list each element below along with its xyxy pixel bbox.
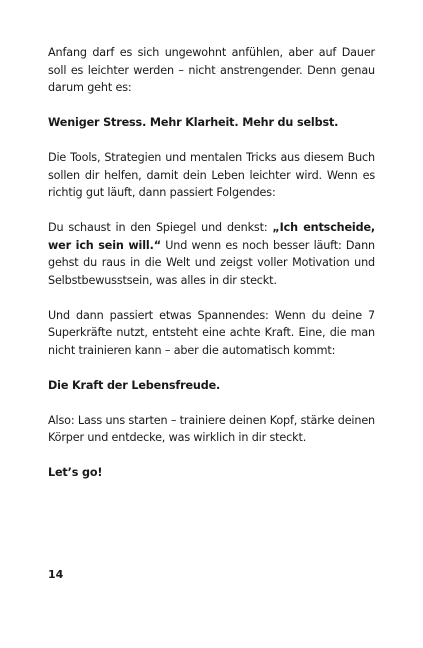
page-number: 14 bbox=[48, 568, 64, 581]
paragraph-mirror bbox=[48, 219, 375, 289]
paragraph-start: Also: Lass uns starten – trainiere deinen Kopf, stärke deinen Körper und entdecke, was wirklich in dir steckt. bbox=[48, 413, 375, 444]
mirror-quote: „Ich entscheide, wer ich sein will.“ bbox=[48, 221, 376, 252]
paragraph-joy: Die Kraft der Lebensfreude. bbox=[48, 378, 221, 392]
paragraph-superpowers: Und dann passiert etwas Spannendes: Wenn du deine 7 Superkräfte nutzt, entsteht eine achte Kraft. Eine, die man nicht trainieren kann – aber die automatisch kommt: bbox=[48, 308, 375, 357]
paragraph-lets-go: Let’s go! bbox=[48, 466, 103, 479]
paragraph-intro: Anfang darf es sich ungewohnt anfühlen, aber auf Dauer soll es leichter werden – nicht anstrengender. Denn genau darum geht es: bbox=[48, 46, 375, 94]
mirror-text-end: Und wenn es noch besser läuft: Dann gehst du raus in die Welt und zeigst voller Motivation und Selbstbewusstsein, was alles in dir steckt. bbox=[48, 238, 375, 287]
mirror-text-start: Du schaust in den Spiegel und denkst: bbox=[48, 221, 273, 234]
paragraph-tools: Die Tools, Strategien und mentalen Tricks aus diesem Buch sollen dir helfen, damit dein Leben leichter wird. Wenn es richtig gut läuft, dann passiert Folgendes: bbox=[48, 151, 375, 199]
body-text bbox=[48, 44, 375, 499]
paragraph-motto: Weniger Stress. Mehr Klarheit. Mehr du selbst. bbox=[48, 116, 339, 129]
